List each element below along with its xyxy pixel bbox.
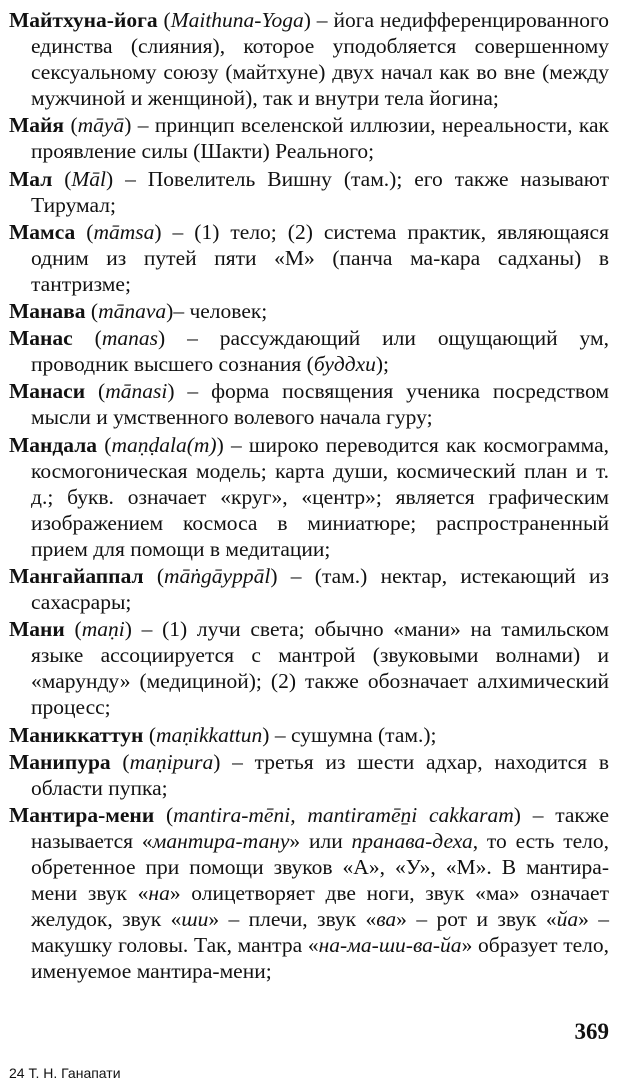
entry-text: ) – йога недифференцированного единства (слияния), которое уподобляется совершенному сексуальному союзу (майтхуне) двух начал как во вне (между мужчиной и женщиной), так и внутри тела йогина; [31, 8, 609, 111]
entry-headword: Мамса [9, 219, 76, 244]
glossary-entry [9, 749, 609, 801]
entry-text: ( [64, 617, 82, 642]
entry-italic-text: буддхи [313, 352, 376, 377]
entry-headword: Мани [9, 617, 65, 642]
entry-text: » – макушку головы. Так, мантра « [31, 907, 609, 958]
entry-text: , то есть тело, обретенное при помощи звуков «А», «У», «М». В мантира-мени звук « [31, 828, 610, 906]
entry-text: ( [143, 722, 156, 747]
entry-headword: Мандала [9, 432, 98, 457]
entry-italic-text: Maithuna-Yoga [170, 8, 304, 32]
entry-italic-text: maṇi [81, 617, 125, 642]
glossary-entry [9, 219, 609, 297]
entry-text: ( [75, 219, 94, 244]
entry-headword: Мантира-мени [9, 802, 155, 827]
entry-text: » образует тело, именуемое мантира-мени; [31, 933, 609, 984]
entry-text: ( [97, 432, 112, 457]
entry-italic-text: на [148, 881, 170, 906]
glossary-entry [9, 7, 609, 111]
glossary-entry [9, 802, 609, 985]
entry-italic-text: мантира-тану [152, 828, 290, 853]
entry-text: ) – Повелитель Вишну (там.); его также называют Тирумал; [31, 166, 609, 217]
entry-text: » или [289, 828, 352, 853]
glossary-entry [9, 298, 609, 324]
entry-text: ) – принцип вселенской иллюзии, нереальности, как проявление силы (Шакти) Реального; [31, 113, 609, 164]
entry-text: ) – (1) тело; (2) система практик, являющаяся одним из путей пяти «М» (панча ма-кара садханы) в тантризме; [31, 219, 609, 296]
glossary-entry [9, 325, 609, 377]
entry-italic-text: mantira-mēni, mantiramēṉi cakkaram [173, 802, 514, 827]
entry-headword: Мал [9, 166, 53, 191]
entry-italic-text: ва [376, 907, 397, 932]
entry-text: » – плечи, звук « [208, 907, 377, 932]
entry-italic-text: maṇḍala(m) [111, 432, 217, 457]
entry-italic-text: mānasi [105, 379, 168, 404]
glossary-entry [9, 563, 609, 615]
footer-signature-note: 24 Т. Н. Ганапати [9, 1065, 121, 1081]
entry-headword: Манас [9, 326, 73, 351]
entry-headword: Манипура [9, 749, 111, 774]
entry-italic-text: mānava [98, 299, 167, 324]
entry-italic-text: ши [181, 907, 209, 932]
entry-italic-text: Māl [71, 166, 107, 191]
entry-italic-text: māmsa [93, 219, 155, 244]
entry-italic-text: maṇipura [129, 749, 214, 774]
entry-text: ( [143, 563, 165, 588]
entry-text: ) – также называется « [31, 802, 609, 853]
glossary-entries [9, 7, 609, 985]
entry-text: ( [85, 379, 106, 404]
entry-text: ); [375, 352, 390, 377]
entry-text: ) – (там.) нектар, истекающий из сахасрары; [31, 563, 609, 615]
entry-headword: Майя [9, 113, 65, 138]
entry-text: ) – форма посвящения ученика посредством мысли и умственного волевого начала гуру; [31, 379, 609, 430]
entry-headword: Манаси [9, 379, 86, 404]
entry-text: ) – (1) лучи света; обычно «мани» на тамильском языке ассоциируется с мантрой (звуковыми волнами) и «марунду» (медициной); (2) также обозначает алхимический процесс; [31, 617, 609, 720]
entry-text: ( [157, 8, 171, 32]
entry-text: ( [85, 299, 99, 324]
page-number: 369 [574, 1019, 609, 1044]
entry-text: ( [52, 166, 72, 191]
glossary-entry [9, 378, 609, 430]
glossary-entry [9, 112, 609, 164]
entry-italic-text: на-ма-ши-ва-йа [318, 933, 462, 958]
glossary-entry [9, 166, 609, 218]
entry-text: ( [110, 749, 130, 774]
entry-italic-text: māyā [77, 113, 125, 138]
entry-text: ) – сушумна (там.); [262, 722, 437, 747]
entry-text: » олицетворяет две ноги, звук «ма» означает желудок, звук « [31, 881, 609, 932]
glossary-entry [9, 432, 609, 562]
entry-text: ) – широко переводится как космограмма, космогоническая модель; карта души, космический план и т. д.; букв. означает «круг», «центр»; является графическим изображением космоса в миниатюре; распространенный прием для помощи в медитации; [31, 432, 609, 561]
entry-text: )– человек; [166, 299, 268, 324]
entry-text: ) – третья из шести адхар, находится в области пупка; [31, 749, 609, 800]
entry-headword: Мангайаппал [9, 563, 144, 588]
entry-text: ) – рассуждающий или ощущающий ум, проводник высшего сознания ( [31, 326, 609, 377]
entry-italic-text: йа [556, 907, 579, 932]
entry-headword: Маниккаттун [9, 722, 144, 747]
entry-italic-text: manas [101, 326, 158, 351]
glossary-entry [9, 722, 609, 748]
entry-italic-text: maṇikkattun [156, 722, 263, 747]
entry-headword: Манава [9, 299, 86, 324]
glossary-entry [9, 616, 609, 720]
entry-text: ( [72, 326, 102, 351]
entry-headword: Майтхуна-йога [9, 8, 158, 32]
entry-text: ( [154, 802, 174, 827]
entry-italic-text: māṅgāyppāl [164, 563, 271, 588]
entry-text: ( [64, 113, 78, 138]
entry-italic-text: пранава-деха [351, 828, 473, 853]
entry-text: » – рот и звук « [396, 907, 557, 932]
